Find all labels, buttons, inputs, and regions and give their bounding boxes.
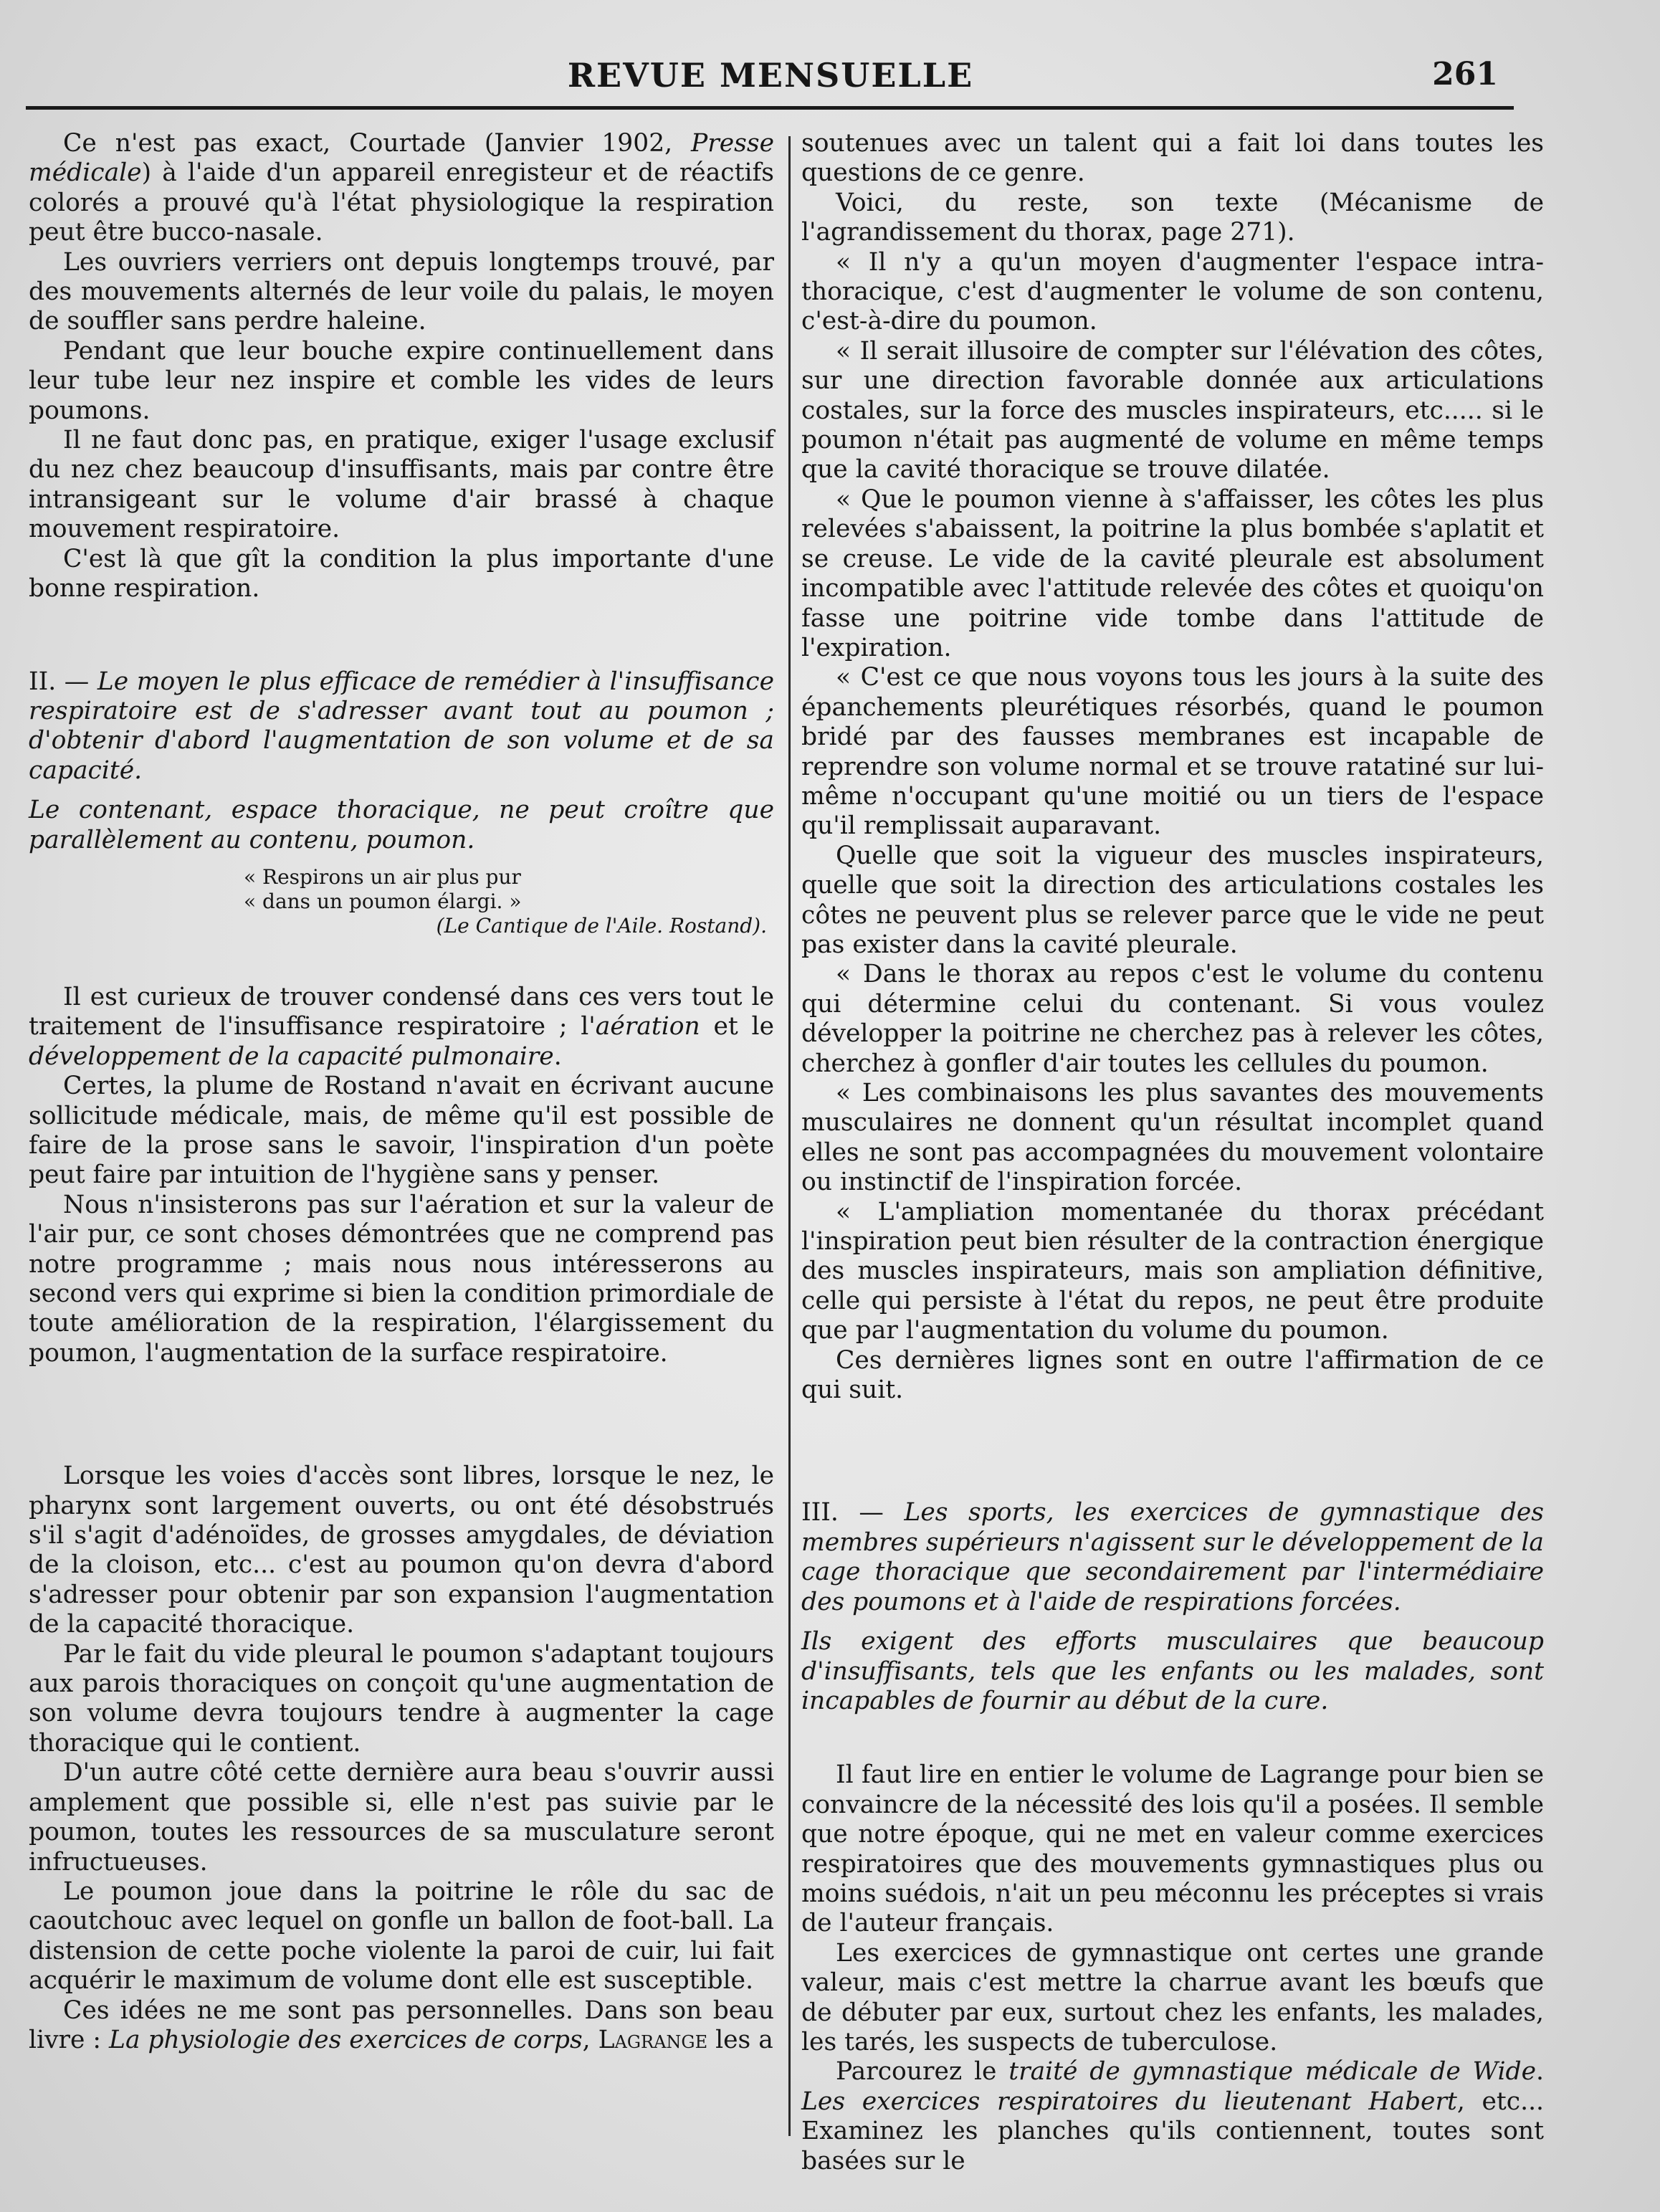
spacer bbox=[29, 604, 774, 667]
section-subheading-3: Ils exigent des efforts musculaires que beaucoup d'insuffisants, tels que les enfants ou les malades, sont incapables de fournir au début de la cure. bbox=[801, 1627, 1544, 1715]
paragraph: « L'ampliation momentanée du thorax précédant l'inspiration peut bien résulter de la contraction énergique des muscles inspirateurs, mais son ampliation définitive, celle qui persiste à l'état du repos, ne peut être produite que par l'augmentation du volume du poumon. bbox=[801, 1197, 1544, 1345]
paragraph: Ces idées ne me sont pas personnelles. Dans son beau livre : La physiologie des exercices de corps, Lagrange les a bbox=[29, 1996, 774, 2054]
paragraph: D'un autre côté cette dernière aura beau s'ouvrir aussi amplement que possible si, elle n'est pas suivie par le poumon, toutes les ressources de sa musculature seront infructueuses. bbox=[29, 1758, 774, 1877]
paragraph: Quelle que soit la vigueur des muscles inspirateurs, quelle que soit la direction des articulations costales les côtes ne peuvent plus se relever parce que le vide ne peut pas exister dans la cavité pleurale. bbox=[801, 841, 1544, 959]
verse-quote bbox=[29, 865, 774, 938]
header-rule bbox=[26, 106, 1514, 110]
journal-title: REVUE MENSUELLE bbox=[567, 56, 974, 95]
paragraph: Certes, la plume de Rostand n'avait en écrivant aucune sollicitude médicale, mais, de même qu'il est possible de faire de la prose sans le savoir, l'inspiration d'un poète peut faire par intuition de l'hygiène sans y penser. bbox=[29, 1072, 774, 1190]
paragraph: « Les combinaisons les plus savantes des mouvements musculaires ne donnent qu'un résultat incomplet quand elles ne sont pas accompagnées du mouvement volontaire ou instinctif de l'inspiration forcée. bbox=[801, 1079, 1544, 1197]
paragraph: Il faut lire en entier le volume de Lagrange pour bien se convaincre de la nécessité des lois qu'il a posées. Il semble que notre époque, qui ne met en valeur comme exercices respiratoires que des mouvements gymnastiques plus ou moins suédois, n'ait un peu méconnu les préceptes si vrais de l'auteur français. bbox=[801, 1760, 1544, 1938]
column-divider bbox=[788, 136, 791, 2136]
section-subheading-2: Le contenant, espace thoracique, ne peut croître que parallèlement au contenu, poumon. bbox=[29, 796, 774, 854]
running-header bbox=[29, 56, 1512, 99]
author-name: Lagrange bbox=[598, 2025, 708, 2054]
section-heading-3: III. — Les sports, les exercices de gymnastique des membres supérieurs n'agissent sur le développement de la cage thoracique que secondairement par l'intermédiaire des poumons et à l'aide de respirations forcées. bbox=[801, 1498, 1544, 1616]
paragraph: Par le fait du vide pleural le poumon s'adaptant toujours aux parois thoraciques on conçoit qu'une augmentation de son volume devra toujours tendre à augmenter la cage thoracique qui le contient. bbox=[29, 1639, 774, 1758]
paragraph: Il est curieux de trouver condensé dans ces vers tout le traitement de l'insuffisance respiratoire ; l'aération et le développement de la capacité pulmonaire. bbox=[29, 982, 774, 1071]
paragraph: soutenues avec un talent qui a fait loi dans toutes les questions de ce genre. bbox=[801, 129, 1544, 188]
spacer bbox=[801, 1405, 1544, 1498]
paragraph: « Que le poumon vienne à s'affaisser, les côtes les plus relevées s'abaissent, la poitrine la plus bombée s'aplatit et se creuse. Le vide de la cavité pleurale est absolument incompatible avec l'attitude relevée des côtes et quoiqu'on fasse une poitrine vide tombe dans l'attitude de l'expiration. bbox=[801, 485, 1544, 662]
verse-line: « dans un poumon élargi. » bbox=[244, 889, 522, 913]
right-column bbox=[801, 129, 1544, 2193]
paragraph: « Il serait illusoire de compter sur l'élévation des côtes, sur une direction favorable donnée aux articulations costales, sur la force des muscles inspirateurs, etc..... si le poumon n'était pas augmenté de volume en même temps que la cavité thoracique se trouve dilatée. bbox=[801, 336, 1544, 485]
section-heading-2: II. — Le moyen le plus efficace de remédier à l'insuffisance respiratoire est de s'adresser avant tout au poumon ; d'obtenir d'abord l'augmentation de son volume et de sa capacité. bbox=[29, 667, 774, 785]
paragraph: C'est là que gît la condition la plus importante d'une bonne respiration. bbox=[29, 544, 774, 604]
paragraph: Pendant que leur bouche expire continuellement dans leur tube leur nez inspire et comble les vides de leurs poumons. bbox=[29, 336, 774, 425]
paragraph: « Il n'y a qu'un moyen d'augmenter l'espace intra-thoracique, c'est d'augmenter le volume de son contenu, c'est-à-dire du poumon. bbox=[801, 247, 1544, 336]
spacer bbox=[801, 1716, 1544, 1760]
spacer bbox=[29, 938, 774, 983]
left-column bbox=[29, 129, 774, 2193]
paragraph: Nous n'insisterons pas sur l'aération et sur la valeur de l'air pur, ce sont choses démontrées que ne comprend pas notre programme ; mais nous nous intéresserons au second vers qui exprime si bien la condition primordiale de toute amélioration de la respiration, l'élargissement du poumon, l'augmentation de la surface respiratoire. bbox=[29, 1190, 774, 1368]
paragraph: Le poumon joue dans la poitrine le rôle du sac de caoutchouc avec lequel on gonfle un ballon de foot-ball. La distension de cette poche violente la paroi de cuir, lui fait acquérir le maximum de volume dont elle est susceptible. bbox=[29, 1877, 774, 1996]
spacer bbox=[29, 1368, 774, 1462]
paragraph: Ces dernières lignes sont en outre l'affirmation de ce qui suit. bbox=[801, 1345, 1544, 1405]
paragraph: Voici, du reste, son texte (Mécanisme de l'agrandissement du thorax, page 271). bbox=[801, 188, 1544, 247]
paragraph: Lorsque les voies d'accès sont libres, lorsque le nez, le pharynx sont largement ouverts, ou ont été désobstrués s'il s'agit d'adénoïdes, de grosses amygdales, de déviation de la cloison, etc... c'est au poumon qu'on devra d'abord s'adresser pour obtenir par son expansion l'augmentation de la capacité thoracique. bbox=[29, 1462, 774, 1639]
page-number: 261 bbox=[1432, 56, 1498, 92]
paragraph: Les exercices de gymnastique ont certes une grande valeur, mais c'est mettre la charrue avant les bœufs que de débuter par eux, surtout chez les enfants, les malades, les tarés, les suspects de tuberculose. bbox=[801, 1938, 1544, 2056]
paragraph: Ce n'est pas exact, Courtade (Janvier 1902, Presse médicale) à l'aide d'un appareil enregisteur et de réactifs colorés a prouvé qu'à l'état physiologique la respiration peut être bucco-nasale. bbox=[29, 129, 774, 247]
paragraph: « C'est ce que nous voyons tous les jours à la suite des épanchements pleurétiques résorbés, quand le poumon bridé par des fausses membranes est incapable de reprendre son volume normal et se trouve ratatiné sur lui-même n'occupant qu'une moitié ou un tiers de l'espace qu'il remplissait auparavant. bbox=[801, 663, 1544, 841]
paragraph: Parcourez le traité de gymnastique médicale de Wide. Les exercices respiratoires du lieutenant Habert, etc... Examinez les planches qu'ils contiennent, toutes sont basées sur le bbox=[801, 2057, 1545, 2175]
paragraph: Les ouvriers verriers ont depuis longtemps trouvé, par des mouvements alternés de leur voile du palais, le moyen de souffler sans perdre haleine. bbox=[29, 247, 774, 336]
paragraph: « Dans le thorax au repos c'est le volume du contenu qui détermine celui du contenant. Si vous voulez développer la poitrine ne cherchez pas à relever les côtes, cherchez à gonfler d'air toutes les cellules du poumon. bbox=[801, 960, 1544, 1078]
paragraph: Il ne faut donc pas, en pratique, exiger l'usage exclusif du nez chez beaucoup d'insuffisants, mais par contre être intransigeant sur le volume d'air brassé à chaque mouvement respiratoire. bbox=[29, 426, 774, 544]
verse-citation: (Le Cantique de l'Aile. Rostand). bbox=[436, 913, 767, 938]
verse-line: « Respirons un air plus pur bbox=[244, 864, 521, 889]
